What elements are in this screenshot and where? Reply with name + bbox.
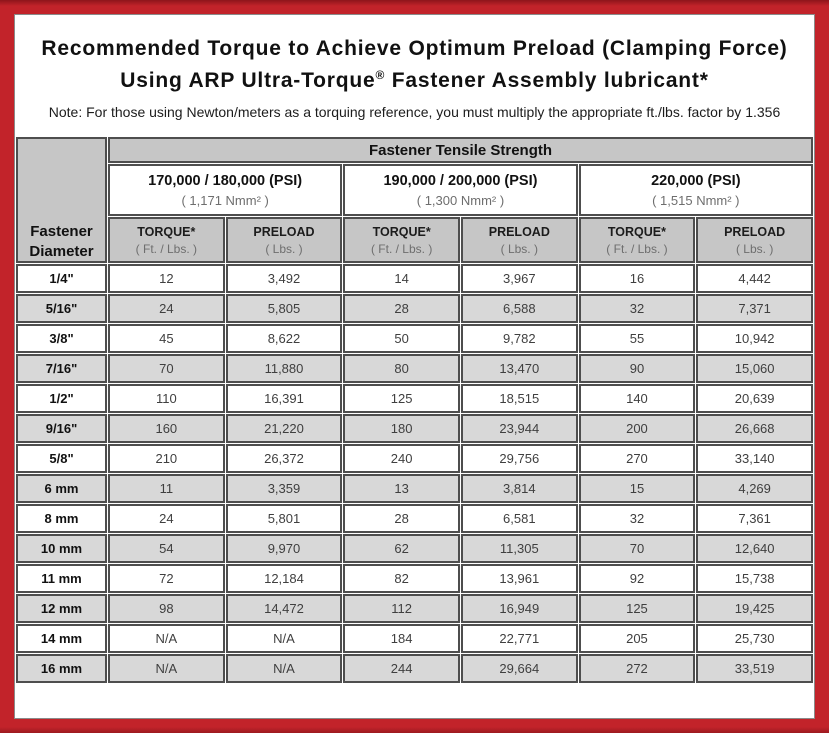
value-cell: 140 — [579, 384, 696, 413]
value-cell: 45 — [108, 324, 225, 353]
value-cell: 3,814 — [461, 474, 578, 503]
diameter-cell: 10 mm — [16, 534, 107, 563]
table-row — [16, 384, 813, 413]
value-cell: 10,942 — [696, 324, 813, 353]
value-cell: 125 — [343, 384, 460, 413]
diameter-cell: 8 mm — [16, 504, 107, 533]
torque-column-header: TORQUE* ( Ft. / Lbs. ) — [579, 217, 696, 263]
value-cell: 5,805 — [226, 294, 343, 323]
value-cell: 210 — [108, 444, 225, 473]
value-cell: 16,949 — [461, 594, 578, 623]
value-cell: 24 — [108, 294, 225, 323]
value-cell: 8,622 — [226, 324, 343, 353]
value-cell: 22,771 — [461, 624, 578, 653]
value-cell: 33,519 — [696, 654, 813, 683]
value-cell: 13 — [343, 474, 460, 503]
value-cell: 26,372 — [226, 444, 343, 473]
value-cell: 15 — [579, 474, 696, 503]
value-cell: 270 — [579, 444, 696, 473]
torque-spec-table — [15, 136, 814, 684]
value-cell: 92 — [579, 564, 696, 593]
conversion-note: Note: For those using Newton/meters as a torquing reference, you must multiply the appropriate ft./lbs. factor by 1.356 — [48, 104, 781, 120]
diameter-cell: 12 mm — [16, 594, 107, 623]
table-row — [16, 534, 813, 563]
value-cell: 205 — [579, 624, 696, 653]
value-cell: 72 — [108, 564, 225, 593]
value-cell: 3,492 — [226, 264, 343, 293]
value-cell: 12 — [108, 264, 225, 293]
table-row — [16, 624, 813, 653]
diameter-cell: 7/16" — [16, 354, 107, 383]
value-cell: 21,220 — [226, 414, 343, 443]
value-cell: 50 — [343, 324, 460, 353]
tensile-header-row — [16, 137, 813, 163]
sub-header-row — [16, 217, 813, 263]
table-row — [16, 324, 813, 353]
value-cell: 33,140 — [696, 444, 813, 473]
value-cell: 3,967 — [461, 264, 578, 293]
value-cell: 3,359 — [226, 474, 343, 503]
value-cell: 80 — [343, 354, 460, 383]
value-cell: 180 — [343, 414, 460, 443]
psi-group-190-200 — [343, 164, 577, 216]
fastener-diameter-header: Fastener Diameter — [16, 137, 107, 263]
value-cell: 272 — [579, 654, 696, 683]
diameter-cell: 11 mm — [16, 564, 107, 593]
diameter-cell: 14 mm — [16, 624, 107, 653]
value-cell: 7,361 — [696, 504, 813, 533]
value-cell: 15,738 — [696, 564, 813, 593]
table-row — [16, 444, 813, 473]
document-title — [15, 33, 814, 96]
value-cell: 70 — [579, 534, 696, 563]
value-cell: 55 — [579, 324, 696, 353]
value-cell: 15,060 — [696, 354, 813, 383]
preload-column-header: PRELOAD ( Lbs. ) — [461, 217, 578, 263]
value-cell: 14 — [343, 264, 460, 293]
value-cell: 12,184 — [226, 564, 343, 593]
diameter-cell: 16 mm — [16, 654, 107, 683]
value-cell: 19,425 — [696, 594, 813, 623]
value-cell: 25,730 — [696, 624, 813, 653]
value-cell: 13,470 — [461, 354, 578, 383]
value-cell: N/A — [108, 624, 225, 653]
psi-value: 220,000 (PSI) — [651, 172, 741, 189]
value-cell: 90 — [579, 354, 696, 383]
value-cell: 13,961 — [461, 564, 578, 593]
table-row — [16, 594, 813, 623]
value-cell: 70 — [108, 354, 225, 383]
table-row — [16, 654, 813, 683]
value-cell: 9,782 — [461, 324, 578, 353]
value-cell: 29,756 — [461, 444, 578, 473]
value-cell: N/A — [226, 654, 343, 683]
value-cell: 28 — [343, 504, 460, 533]
table-row — [16, 414, 813, 443]
value-cell: 112 — [343, 594, 460, 623]
diameter-cell: 1/4" — [16, 264, 107, 293]
psi-header-row — [16, 164, 813, 216]
diameter-cell: 5/16" — [16, 294, 107, 323]
value-cell: 4,442 — [696, 264, 813, 293]
diameter-cell: 3/8" — [16, 324, 107, 353]
table-row — [16, 564, 813, 593]
tensile-strength-header: Fastener Tensile Strength — [108, 137, 813, 163]
value-cell: 54 — [108, 534, 225, 563]
diameter-cell: 5/8" — [16, 444, 107, 473]
nmm-value: ( 1,515 Nmm² ) — [652, 192, 740, 208]
value-cell: 160 — [108, 414, 225, 443]
value-cell: 184 — [343, 624, 460, 653]
value-cell: N/A — [108, 654, 225, 683]
value-cell: 16,391 — [226, 384, 343, 413]
title-line-2: Using ARP Ultra-Torque® Fastener Assembly lubricant* — [120, 67, 709, 92]
table-row — [16, 294, 813, 323]
psi-group-170-180 — [108, 164, 342, 216]
torque-column-header: TORQUE* ( Ft. / Lbs. ) — [108, 217, 225, 263]
value-cell: 24 — [108, 504, 225, 533]
torque-column-header: TORQUE* ( Ft. / Lbs. ) — [343, 217, 460, 263]
value-cell: 23,944 — [461, 414, 578, 443]
diameter-cell: 1/2" — [16, 384, 107, 413]
value-cell: 12,640 — [696, 534, 813, 563]
value-cell: 32 — [579, 294, 696, 323]
value-cell: 11,305 — [461, 534, 578, 563]
value-cell: 240 — [343, 444, 460, 473]
value-cell: 14,472 — [226, 594, 343, 623]
value-cell: 5,801 — [226, 504, 343, 533]
title-line-1: Recommended Torque to Achieve Optimum Preload (Clamping Force) — [41, 37, 788, 60]
value-cell: 29,664 — [461, 654, 578, 683]
value-cell: 62 — [343, 534, 460, 563]
value-cell: 16 — [579, 264, 696, 293]
value-cell: 6,581 — [461, 504, 578, 533]
value-cell: 11 — [108, 474, 225, 503]
value-cell: 26,668 — [696, 414, 813, 443]
registered-trademark-symbol: ® — [375, 67, 386, 82]
table-row — [16, 354, 813, 383]
value-cell: N/A — [226, 624, 343, 653]
diameter-cell: 9/16" — [16, 414, 107, 443]
value-cell: 82 — [343, 564, 460, 593]
value-cell: 98 — [108, 594, 225, 623]
preload-column-header: PRELOAD ( Lbs. ) — [226, 217, 343, 263]
value-cell: 32 — [579, 504, 696, 533]
table-body — [16, 264, 813, 683]
value-cell: 9,970 — [226, 534, 343, 563]
psi-value: 170,000 / 180,000 (PSI) — [148, 172, 303, 189]
table-row — [16, 264, 813, 293]
psi-group-220 — [579, 164, 813, 216]
value-cell: 28 — [343, 294, 460, 323]
value-cell: 125 — [579, 594, 696, 623]
value-cell: 7,371 — [696, 294, 813, 323]
diameter-cell: 6 mm — [16, 474, 107, 503]
nmm-value: ( 1,300 Nmm² ) — [416, 192, 505, 208]
table-row — [16, 474, 813, 503]
value-cell: 244 — [343, 654, 460, 683]
value-cell: 6,588 — [461, 294, 578, 323]
preload-column-header: PRELOAD ( Lbs. ) — [696, 217, 813, 263]
value-cell: 110 — [108, 384, 225, 413]
value-cell: 18,515 — [461, 384, 578, 413]
value-cell: 20,639 — [696, 384, 813, 413]
table-row — [16, 504, 813, 533]
nmm-value: ( 1,171 Nmm² ) — [181, 192, 269, 208]
value-cell: 4,269 — [696, 474, 813, 503]
value-cell: 11,880 — [226, 354, 343, 383]
value-cell: 200 — [579, 414, 696, 443]
document-page — [14, 14, 815, 719]
psi-value: 190,000 / 200,000 (PSI) — [383, 172, 538, 189]
